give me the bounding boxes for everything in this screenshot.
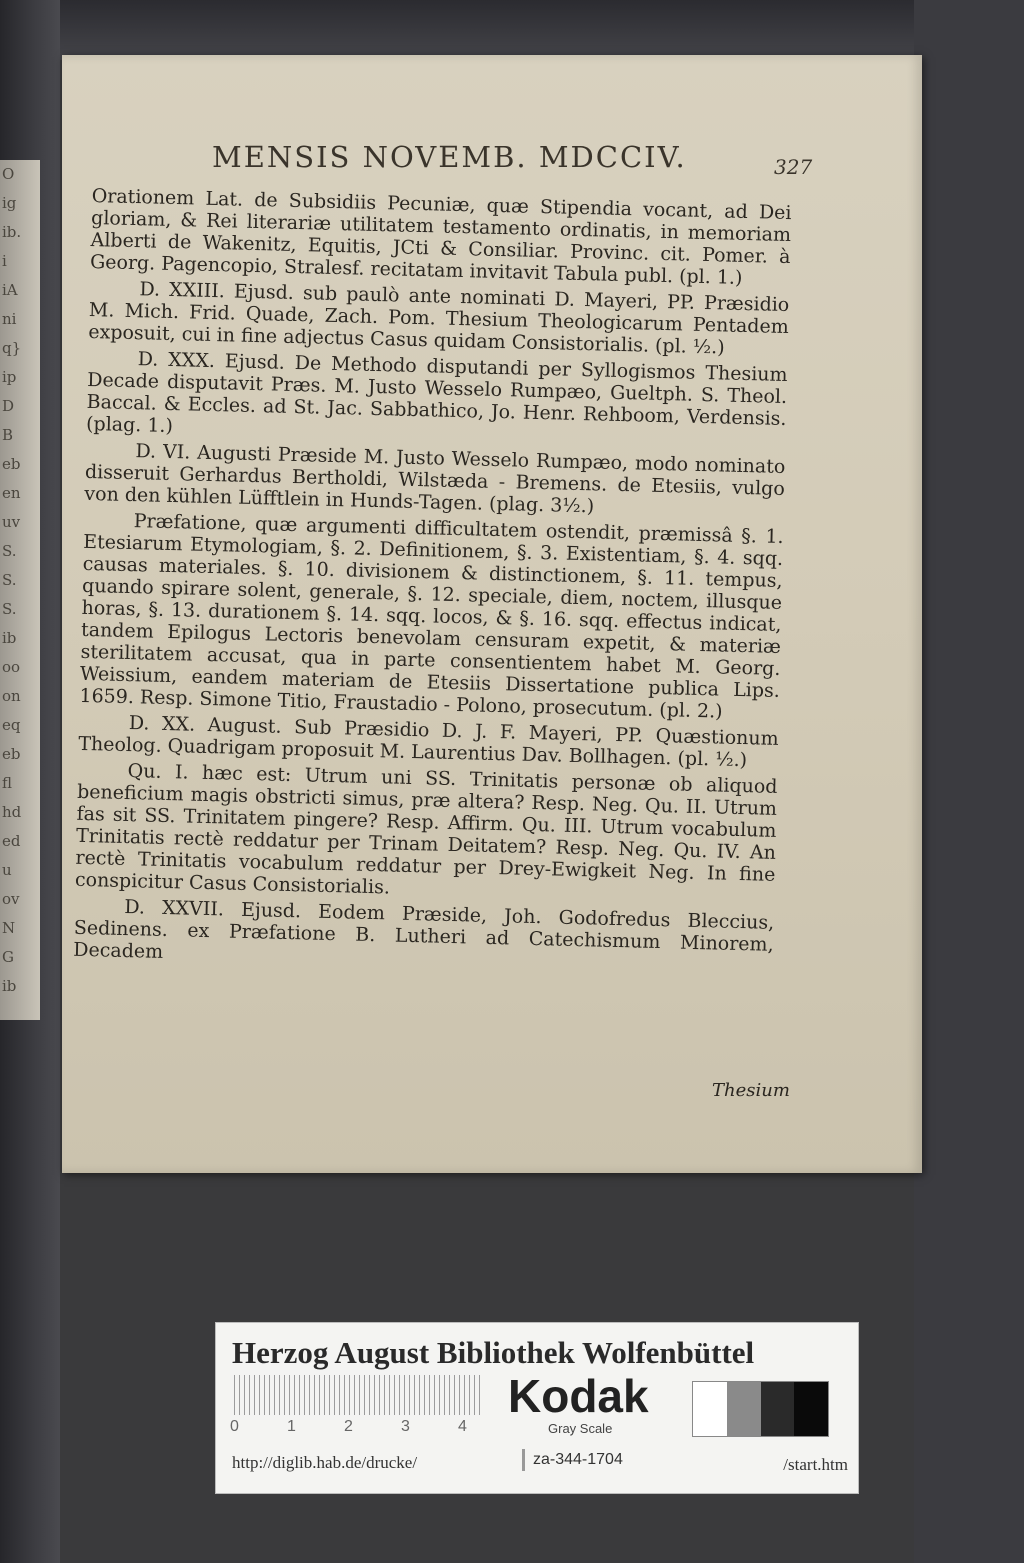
previous-page-fragment: en	[2, 484, 21, 502]
paragraph: D. VI. Augusti Præside M. Justo Wesselo Rumpæo, modo nominato disseruit Gerhardus Bertholdi, Wilstæda - Bremens. de Etesiis, vulgo von den kühlen Lüfftlein in Hunds-Tagen. (plag. 3½.)	[84, 440, 786, 518]
page-number: 327	[774, 155, 813, 179]
ruler-number: 3	[401, 1418, 410, 1435]
previous-page-fragment: ib	[2, 629, 17, 647]
library-name: Herzog August Bibliothek Wolfenbüttel	[232, 1335, 755, 1370]
scanner-background-right	[914, 0, 1024, 1563]
ruler-number: 0	[230, 1418, 239, 1435]
previous-page-fragment: ni	[2, 310, 17, 328]
ruler-number: 1	[287, 1418, 296, 1435]
gray-scale-swatches	[692, 1381, 829, 1437]
paragraph: D. XXIII. Ejusd. sub paulò ante nominati D. Mayeri, PP. Præsidio M. Mich. Frid. Quade, Zach. Pom. Thesium Theologicarum Pentadem exposuit, cui in fine adjectus Casus quidam Consistorialis. (pl. ½.)	[88, 278, 790, 359]
previous-page-fragment: eb	[2, 745, 21, 763]
previous-page-fragment: N	[2, 919, 16, 937]
previous-page-fragment: D	[2, 397, 15, 415]
previous-page-fragment: ig	[2, 194, 17, 212]
catchword: Thesium	[712, 1080, 790, 1101]
previous-page-edge	[0, 160, 40, 1020]
ruler-number: 2	[344, 1418, 353, 1435]
gray-swatch	[794, 1382, 828, 1436]
previous-page-fragment: on	[2, 687, 21, 705]
book-page	[62, 55, 922, 1173]
previous-page-fragment: u	[2, 861, 12, 879]
digital-library-url[interactable]: http://diglib.hab.de/drucke/	[232, 1453, 418, 1472]
previous-page-fragment: G	[2, 948, 14, 966]
previous-page-fragment: q}	[2, 339, 22, 357]
previous-page-fragment: ov	[2, 890, 20, 908]
previous-page-fragment: S.	[2, 542, 17, 560]
previous-page-fragment: i	[2, 252, 7, 270]
previous-page-fragment: eb	[2, 455, 21, 473]
previous-page-fragment: hd	[2, 803, 22, 821]
start-page-url[interactable]: /start.htm	[783, 1455, 848, 1474]
previous-page-fragment: eq	[2, 716, 21, 734]
previous-page-fragment: S.	[2, 571, 17, 589]
previous-page-fragment: B	[2, 426, 14, 444]
page-text	[73, 185, 792, 982]
scanner-background-top	[0, 0, 1024, 60]
previous-page-fragment: O	[2, 165, 15, 183]
previous-page-fragment: S.	[2, 600, 17, 618]
paragraph: D. XXVII. Ejusd. Eodem Præside, Joh. Godofredus Bleccius, Sedinens. ex Præfatione B. Lutheri ad Catechismum Minorem, Decadem	[73, 896, 775, 963]
shelfmark: za-344-1704	[522, 1449, 631, 1471]
gray-swatch	[693, 1382, 727, 1436]
gray-scale-caption: Gray Scale	[548, 1421, 613, 1436]
paragraph: Orationem Lat. de Subsidiis Pecuniæ, quæ Stipendia vocant, ad Dei gloriam, & Rei literariæ utilitatem testamento ordinatis, in memoriam Alberti de Wakenitz, Equitis, JCti & Consiliar. Provinc. cit. Pomer. à Georg. Pagencopio, Stralesf. recitatam invitavit Tabula publ. (pl. 1.)	[89, 185, 792, 289]
previous-page-fragment: ip	[2, 368, 17, 386]
library-label	[215, 1322, 859, 1494]
paragraph: D. XXX. Ejusd. De Methodo disputandi per Syllogismos Thesium Decade disputavit Præs. M. Justo Wesselo Rumpæo, Gueltph. S. Theol. Baccal. & Eccles. ad St. Jac. Sabbathico, Jo. Henr. Rehboom, Verdensis. (plag. 1.)	[85, 348, 788, 438]
previous-page-fragment: ib.	[2, 223, 22, 241]
previous-page-fragment: fl	[2, 774, 13, 792]
paragraph: Præfatione, quæ argumenti difficultatem ostendit, præmissâ §. 1. Etesiarum Etymologiam, §. 2. Definitionem, §. 3. Existentiam, §. 4. sqq. causas materiales. §. 10. divisionem & distinctionem, §. 11. tempus, quando spirare solent, generale, §. 12. speciale, diem, noctem, illusque horas, §. 13. durationem §. 14. sqq. locos, & §. 16. sqq. effectus indicat, tandem Epilogus Lectoris benevolam censuram expetit, & materiæ sterilitatem accusat, qua in parte consentientem habet M. Georg. Weissium, eandem materiam de Etesiis Dissertatione publica Lips. 1659. Resp. Simone Titio, Fraustadio - Polono, prosecutum. (pl. 2.)	[79, 510, 784, 723]
running-head: MENSIS NOVEMB. MDCCIV.	[212, 140, 687, 174]
previous-page-fragment: iA	[2, 281, 18, 299]
paragraph: D. XX. August. Sub Præsidio D. J. F. Mayeri, PP. Quæstionum Theolog. Quadrigam proposuit M. Laurentius Dav. Bollhagen. (pl. ½.)	[78, 712, 779, 772]
gray-swatch	[727, 1382, 761, 1436]
paragraph: Qu. I. hæc est: Utrum uni SS. Trinitatis personæ ob aliquod beneficium magis obstricti simus, præ altera? Resp. Neg. Qu. II. Utrum fas sit SS. Trinitatem pingere? Resp. Affirm. Qu. III. Utrum vocabulum Trinitatis rectè reddatur per Trinam Deitatem? Resp. Neg. Qu. IV. An rectè Trinitatis vocabulum reddatur per Drey-Ewigkeit Neg. In fine conspicitur Casus Consistorialis.	[74, 760, 778, 899]
gray-swatch	[761, 1382, 795, 1436]
ruler-scale	[234, 1375, 484, 1415]
kodak-brand: Kodak	[508, 1370, 649, 1422]
previous-page-fragment: ed	[2, 832, 21, 850]
previous-page-fragment: oo	[2, 658, 21, 676]
previous-page-fragment: ib	[2, 977, 17, 995]
ruler-number: 4	[458, 1418, 467, 1435]
previous-page-fragment: uv	[2, 513, 21, 531]
